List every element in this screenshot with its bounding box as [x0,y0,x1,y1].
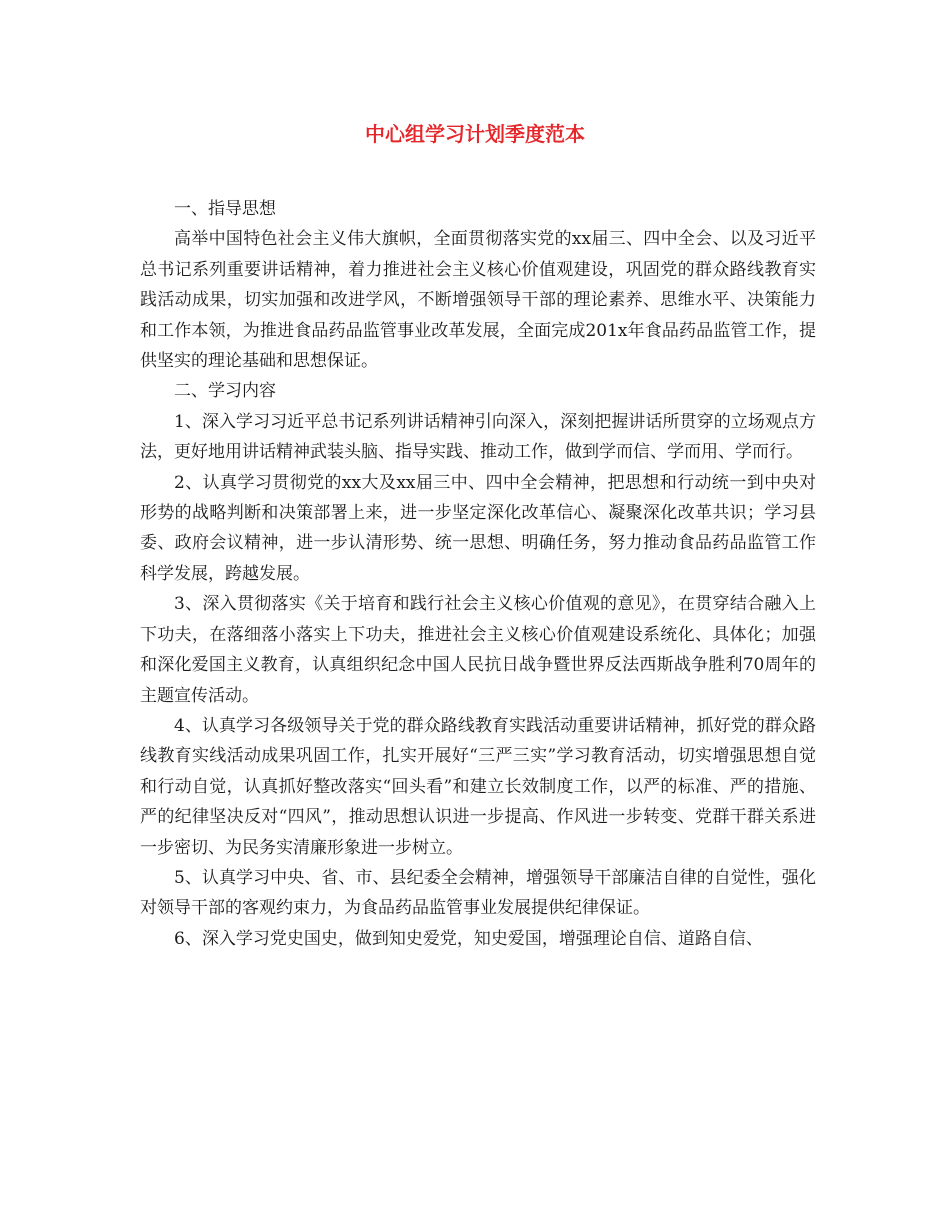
paragraph: 1、深入学习习近平总书记系列讲话精神引向深入，深刻把握讲话所贯穿的立场观点方法，更好地用讲话精神武装头脑、指导实践、推动工作，做到学而信、学而用、学而行。 [140,411,816,463]
section-heading-guiding-ideology: 一、指导思想 [174,199,276,219]
paragraph: 5、认真学习中央、省、市、县纪委全会精神，增强领导干部廉洁自律的自觉性，强化对领导干部的客观约束力，为食品药品监管事业发展提供纪律保证。 [140,867,816,919]
paragraph: 高举中国特色社会主义伟大旗帜，全面贯彻落实党的xx届三、四中全会、以及习近平总书记系列重要讲话精神，着力推进社会主义核心价值观建设，巩固党的群众路线教育实践活动成果，切实加强和改进学风，不断增强领导干部的理论素养、思维水平、决策能力和工作本领，为推进食品药品监管事业改革发展，全面完成201x年食品药品监管工作，提供坚实的理论基础和思想保证。 [140,229,816,372]
document-body [140,194,816,954]
section-heading-study-content: 二、学习内容 [174,381,276,402]
paragraph: 3、深入贯彻落实《关于培育和践行社会主义核心价值观的意见》，在贯穿结合融入上下功夫，在落细落小落实上下功夫，推进社会主义核心价值观建设系统化、具体化；加强和深化爱国主义教育，认真组织纪念中国人民抗日战争暨世界反法西斯战争胜利70周年的主题宣传活动。 [140,594,816,706]
document-title: 中心组学习计划季度范本 [365,122,585,146]
paragraph: 4、认真学习各级领导关于党的群众路线教育实践活动重要讲话精神，抓好党的群众路线教育实线活动成果巩固工作，扎实开展好“三严三实”学习教育活动，切实增强思想自觉和行动自觉，认真抓好整改落实“回头看”和建立长效制度工作，以严的标准、严的措施、严的纪律坚决反对“四风”，推动思想认识进一步提高、作风进一步转变、党群干群关系进一步密切、为民务实清廉形象进一步树立。 [140,715,816,858]
paragraph: 6、深入学习党史国史，做到知史爱党，知史爱国，增强理论自信、道路自信、 [174,928,763,949]
paragraph: 2、认真学习贯彻党的xx大及xx届三中、四中全会精神，把思想和行动统一到中央对形势的战略判断和决策部署上来，进一步坚定深化改革信心、凝聚深化改革共识；学习县委、政府会议精神，进一步认清形势、统一思想、明确任务，努力推动食品药品监管工作科学发展，跨越发展。 [140,472,816,584]
